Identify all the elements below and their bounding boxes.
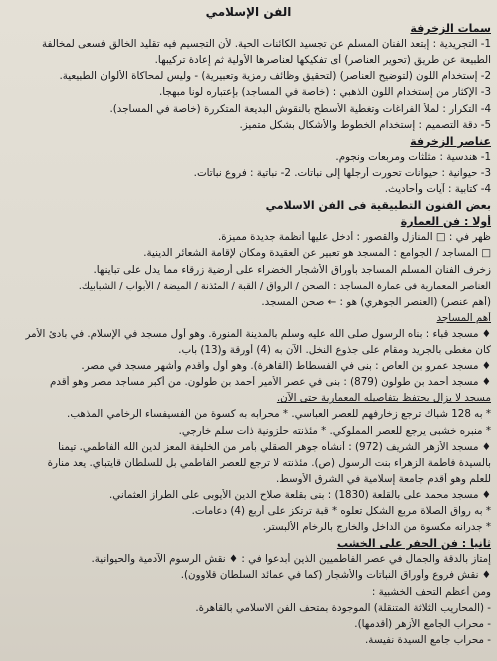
text-line: الطبيعة عن طريق (تحوير العناصر) أى تفكيكها لعناصرها الأولية ثم إعادة تركيبها. bbox=[154, 54, 491, 67]
text-line: مسجد لا يزال يحتفظ بتفاصيله المعمارية حتى الآن. bbox=[276, 392, 491, 405]
text-line: * به رواق الصلاة مربع الشكل تعلوه * قبة ترتكز على أربع (4) دعامات. bbox=[191, 505, 491, 517]
text-line: 1- التجريدية : إبتعد الفنان المسلم عن تجسيد الكائنات الحية. لأن التجسيم فيه تقليد الخالق فسعى لمخالفة bbox=[42, 38, 491, 51]
text-line: * به 128 شباك ترجع زخارفهم للعصر العباسي. * محرابه به كسوة من الفسيفساء الرخامي المذهب. bbox=[67, 408, 491, 421]
text-line: ♦ مسجد أحمد بن طولون (879) : بنى في عصر الأمير أحمد بن طولون. من أكبر مساجد مصر وهو أقدم bbox=[49, 376, 491, 389]
text-line: □ المساجد / الجوامع : المسجد هو تعبير عن العقيدة ومكان لإقامة الشعائر الدينية. bbox=[143, 247, 491, 260]
text-line: العناصر المعمارية فى عمارة المساجد : الصحن / الرواق / القبة / المئذنة / الميضة / الأبواب / الشبابيك. bbox=[78, 280, 491, 292]
text-line: * منبره خشبى يرجع للعصر المملوكي. * مئذنته حلزونية ذات سلم خارجي. bbox=[178, 424, 491, 437]
text-line: 1- هندسية : مثلثات ومربعات ونجوم. bbox=[335, 150, 491, 163]
text-line: - محراب الجامع الأزهر (أقدمها). bbox=[354, 617, 491, 630]
section-heading: سمات الزخرفة bbox=[410, 22, 491, 35]
text-line: - (المحاريب الثلاثة المتنقلة) الموجودة بمتحف الفن الاسلامي بالقاهرة. bbox=[195, 601, 491, 614]
text-line: 3- الإكثار من إستخدام اللون الذهبي : (خاصة في المساجد) بإعتباره لونا مبهجا. bbox=[158, 86, 491, 99]
text-line: 4- التكرار : لملأ الفراغات وتغطية الأسطح بالنقوش البديعة المتكررة (خاصة في المساجد). bbox=[109, 102, 491, 115]
text-line: 3- حيوانية : حيوانات تحورت أرجلها إلى نباتات. 2- نباتية : فروع نباتات. bbox=[193, 166, 491, 179]
text-line: للعلم وهو أقدم جامعة إسلامية في الشرق الأوسط. bbox=[276, 472, 491, 485]
text-line: أهم المساجد bbox=[436, 311, 491, 324]
text-line: ظهر في : □ المنازل والقصور : أدخل عليها أنظمة جديدة مميزة. bbox=[217, 231, 491, 244]
text-line: ومن أعظم التحف الخشبية : bbox=[371, 585, 491, 598]
text-line: زخرف الفنان المسلم المساجد بأوراق الأشجار الخضراء على أرضية زرقاء مما يدل على تباينها. bbox=[93, 263, 491, 276]
text-line: - محراب جامع السيدة نفيسة. bbox=[365, 633, 491, 646]
text-line: * جدرانه مكسوة من الداخل والخارج بالرخام الألبستر. bbox=[262, 521, 491, 534]
text-line: ♦ مسجد عمرو بن العاص : بنى في الفسطاط (القاهرة). وهو أول وأقدم وأشهر مسجد في مصر. bbox=[81, 360, 491, 373]
text-line: 4- كتابية : آيات وأحاديث. bbox=[384, 183, 491, 195]
text-line: 2- إستخدام اللون (لتوضيح العناصر) (لتحقيق وظائف رمزية وتعبيرية) - وليس لمحاكاة الألوان الطبيعية. bbox=[59, 70, 491, 83]
text-line: ♦ مسجد الأزهر الشريف (972) : أنشأه جوهر الصقلي بأمر من الخليفة المعز لدين الله الفاطمي. تيمنا bbox=[58, 440, 491, 453]
text-line: إمتاز بالدقة والجمال في عصر الفاطميين الذين أبدعوا في : ♦ نقش الرسوم الآدمية والحيوانية. bbox=[91, 553, 491, 566]
section-heading: عناصر الزخرفة bbox=[410, 134, 491, 148]
text-line: (أهم عنصر) (العنصر الجوهري) هو : ← صحن المسجد. bbox=[261, 295, 491, 308]
text-line: 5- دقة التصميم : إستخدام الخطوط والأشكال بشكل متميز. bbox=[239, 118, 491, 131]
text-line: بالسيدة فاطمة الزهراء بنت الرسول (ص). مئذنته لا ترجع للعصر الفاطمي بل للسلطان قايتباي. يعد منارة bbox=[47, 456, 491, 469]
text-line: ♦ مسجد محمد على بالقلعة (1830) : بنى بقلعة صلاح الدين الأيوبى على الطراز العثماني. bbox=[109, 488, 491, 501]
section-heading: بعض الفنون التطبيقية فى الفن الاسلامي bbox=[265, 199, 491, 213]
section-heading: ثانيا : فن الحفر على الخشب bbox=[336, 537, 491, 551]
section-heading: أولا : فن العمارة bbox=[400, 215, 491, 229]
page-title: الفن الإسلامي bbox=[205, 6, 292, 19]
text-line: كان مغطى بالجريد ومقام على جذوع النخل. الآن به (4) أورقة و(13) باب. bbox=[178, 344, 491, 356]
text-line: ♦ مسجد قباء : بناه الرسول صلى الله عليه وسلم بالمدينة المنورة. وهو أول مسجد في الإسلام. في بادئ الأمر bbox=[25, 327, 491, 340]
text-line: ♦ نقش فروع وأوراق النباتات والأشجار (كما في عمائد السلطان قلاوون). bbox=[180, 569, 491, 582]
